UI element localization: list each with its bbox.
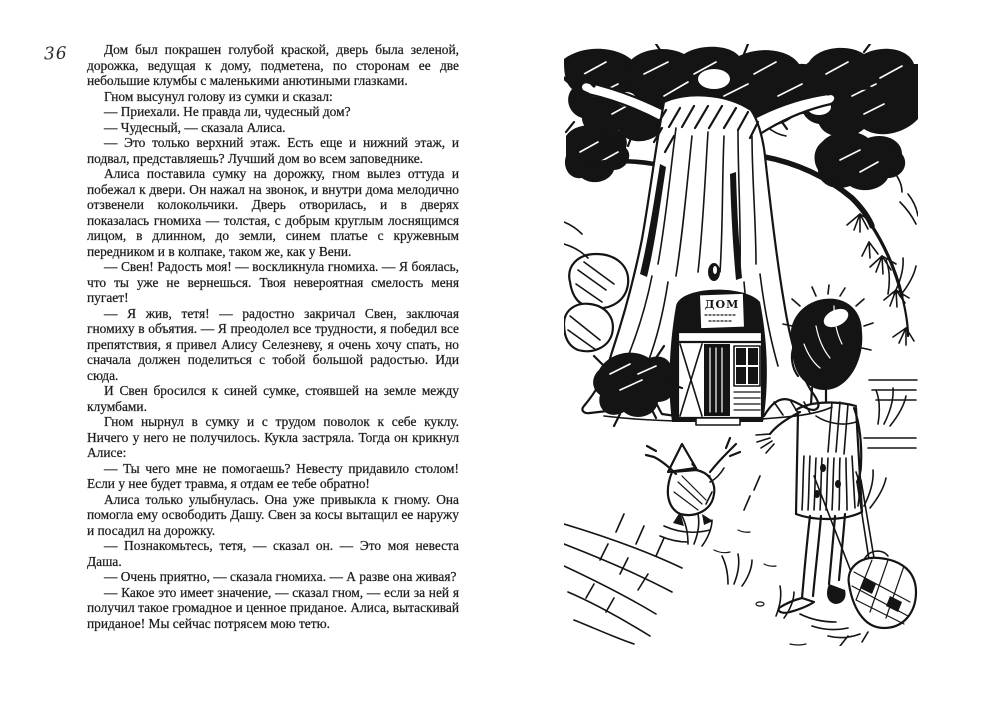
right-page [500, 0, 1000, 706]
paragraph: — Очень приятно, — сказала гномиха. — А разве она живая? [104, 569, 457, 584]
paragraph: Гном высунул голову из сумки и сказал: [104, 88, 333, 104]
paragraph: — Какое это имеет значение, — сказал гном, — если за ней я получил такое громадное и ценное приданое. Алиса, вытаскивай приданое! Мы сейчас потрясем мою тетю. [87, 584, 459, 631]
gnome-house-door [669, 290, 766, 425]
paragraph: И Свен бросился к синей сумке, стоявшей на земле между клумбами. [87, 383, 459, 414]
paragraph: — Ты чего мне не помогаешь? Невесту придавило столом! Если у нее будет травма, я отдам ее тебе обратно! [87, 460, 459, 491]
door-sign [699, 293, 744, 329]
paragraph: — Познакомьтесь, тетя, — сказал он. — Это моя невеста Даша. [87, 538, 459, 569]
paragraph: Гном нырнул в сумку и с трудом поволок к себе куклу. Ничего у него не получилось. Кукла застряла. Тогда он крикнул Алисе: [87, 414, 459, 460]
paragraph: — Свен! Радость моя! — воскликнула гномиха. — Я боялась, что ты уже не вернешься. Твоя невероятная смелость меня пугает! [87, 259, 459, 305]
paragraph: Алиса поставила сумку на дорожку, гном вылез оттуда и побежал к двери. Он нажал на звонок, и внутри дома мелодично отзвенели колокольчики. Дверь отворилась, и в дверях показалась гномиха — толстая, с добрым круглым лоснящимся лицом, в длинном, до земли, синем платье с кружевным передником и в колпаке, таком же, как у Вени. [87, 166, 459, 259]
text-column [87, 42, 459, 631]
paragraph: — Приехали. Не правда ли, чудесный дом? [104, 104, 351, 119]
page-number: 36 [43, 43, 68, 65]
paragraph: — Я жив, тетя! — радостно закричал Свен, заключая гномиху в объятия. — Я преодолел все трудности, я победил все препятствия, я привел Алису Селезневу, я очень хочу спать, но сначала должен поделиться с тобой большой радостью. Иди сюда. [87, 305, 459, 383]
gnome-figure [646, 438, 740, 542]
paragraph: Дом был покрашен голубой краской, дверь была зеленой, дорожка, ведущая к дому, подметена, по сторонам ее две небольшие клумбы с маленькими анютиными глазками. [87, 42, 459, 88]
paragraph: — Чудесный, — сказала Алиса. [104, 119, 286, 135]
door-windows [734, 346, 760, 386]
paragraph: Алиса только улыбнулась. Она уже привыкла к гному. Она помогла ему освободить Дашу. Свен за косы вытащил ее наружу и посадил на дорожку. [87, 491, 459, 538]
plaid-bag [849, 551, 916, 628]
paragraph: — Это только верхний этаж. Есть еще и нижний этаж, и подвал, представляешь? Лучший дом во всем заповеднике. [87, 135, 459, 166]
door-sign-text: ДОМ [704, 298, 740, 311]
tree-house-illustration [564, 44, 918, 646]
